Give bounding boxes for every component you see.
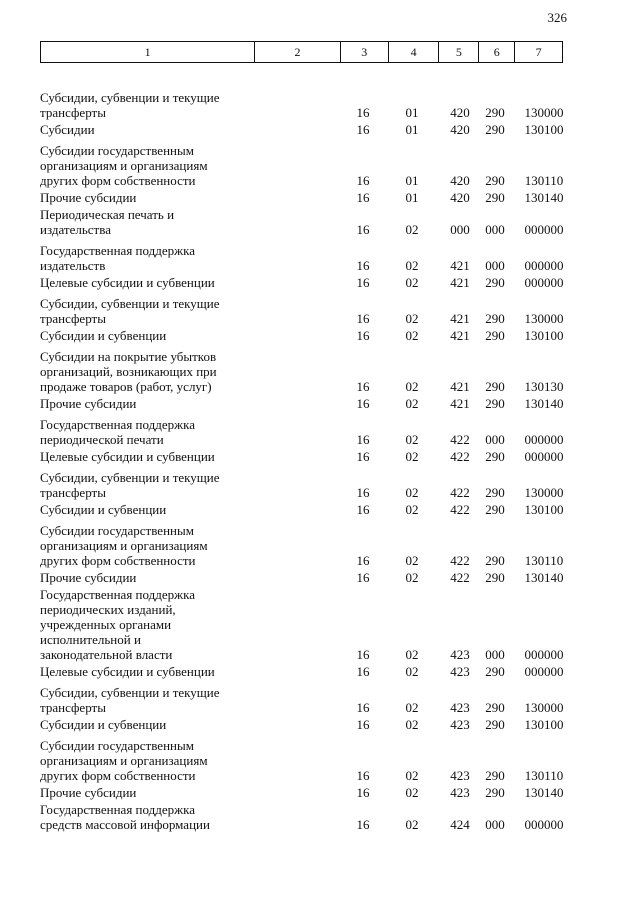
section-code: 16 <box>356 664 370 679</box>
economic-article-code: 130100 <box>524 328 564 343</box>
header-col-5: 5 <box>439 42 479 62</box>
target-article-code: 423 <box>450 700 470 715</box>
table-row <box>40 685 600 715</box>
economic-article-code: 130110 <box>524 173 564 188</box>
row-name: Целевые субсидии и субвенции <box>40 664 215 679</box>
row-name: Прочие субсидии <box>40 396 137 411</box>
row-name: Субсидии на покрытие убытков организаций, возникающих при продаже товаров (работ, услуг) <box>40 349 217 394</box>
expense-type-code: 290 <box>485 502 505 517</box>
section-code: 16 <box>356 502 370 517</box>
subsection-code: 02 <box>405 664 419 679</box>
economic-article-code: 130140 <box>524 785 564 800</box>
row-name: Прочие субсидии <box>40 570 137 585</box>
expense-type-code: 290 <box>485 485 505 500</box>
expense-type-code: 290 <box>485 785 505 800</box>
table-row <box>40 349 600 394</box>
expense-type-code: 290 <box>485 396 505 411</box>
table-row <box>40 275 600 290</box>
subsection-code: 02 <box>405 432 419 447</box>
economic-article-code: 000000 <box>524 664 564 679</box>
row-name: Прочие субсидии <box>40 190 137 205</box>
economic-article-code: 000000 <box>524 817 564 832</box>
target-article-code: 422 <box>450 485 470 500</box>
subsection-code: 02 <box>405 647 419 662</box>
economic-article-code: 130000 <box>524 105 564 120</box>
subsection-code: 02 <box>405 768 419 783</box>
row-name: Субсидии и субвенции <box>40 328 167 343</box>
row-name: Субсидии государственным организациям и организациям других форм собственности <box>40 143 208 188</box>
subsection-code: 02 <box>405 570 419 585</box>
economic-article-code: 000000 <box>524 432 564 447</box>
target-article-code: 422 <box>450 502 470 517</box>
table-row <box>40 143 600 188</box>
page-number: 326 <box>547 10 567 25</box>
expense-type-code: 290 <box>485 570 505 585</box>
economic-article-code: 000000 <box>524 275 564 290</box>
expense-type-code: 290 <box>485 173 505 188</box>
economic-article-code: 130100 <box>524 502 564 517</box>
subsection-code: 02 <box>405 485 419 500</box>
section-code: 16 <box>356 311 370 326</box>
row-name: Субсидии <box>40 122 95 137</box>
table-row <box>40 587 600 662</box>
table-row <box>40 802 600 832</box>
target-article-code: 421 <box>450 328 470 343</box>
section-code: 16 <box>356 258 370 273</box>
economic-article-code: 130000 <box>524 485 564 500</box>
target-article-code: 423 <box>450 768 470 783</box>
target-article-code: 422 <box>450 432 470 447</box>
economic-article-code: 130000 <box>524 311 564 326</box>
table-row <box>40 570 600 585</box>
section-code: 16 <box>356 190 370 205</box>
row-name: Государственная поддержка периодической печати <box>40 417 196 447</box>
section-code: 16 <box>356 768 370 783</box>
target-article-code: 422 <box>450 553 470 568</box>
expense-type-code: 290 <box>485 700 505 715</box>
row-name: Целевые субсидии и субвенции <box>40 275 215 290</box>
table-row <box>40 296 600 326</box>
row-name: Субсидии, субвенции и текущие трансферты <box>40 296 220 326</box>
table-row <box>40 502 600 517</box>
subsection-code: 02 <box>405 449 419 464</box>
expense-type-code: 290 <box>485 190 505 205</box>
row-name: Периодическая печать и издательства <box>40 207 175 237</box>
row-name: Государственная поддержка средств массовой информации <box>40 802 210 832</box>
subsection-code: 01 <box>405 122 419 137</box>
section-code: 16 <box>356 396 370 411</box>
row-name: Целевые субсидии и субвенции <box>40 449 215 464</box>
section-code: 16 <box>356 449 370 464</box>
subsection-code: 02 <box>405 817 419 832</box>
section-code: 16 <box>356 817 370 832</box>
section-code: 16 <box>356 700 370 715</box>
target-article-code: 422 <box>450 570 470 585</box>
header-col-7: 7 <box>535 45 542 59</box>
table-row <box>40 785 600 800</box>
expense-type-code: 000 <box>485 432 505 447</box>
row-name: Субсидии и субвенции <box>40 502 167 517</box>
section-code: 16 <box>356 328 370 343</box>
table-row <box>40 190 600 205</box>
table-header <box>40 41 563 63</box>
expense-type-code: 290 <box>485 717 505 732</box>
section-code: 16 <box>356 647 370 662</box>
economic-article-code: 130100 <box>524 122 564 137</box>
subsection-code: 02 <box>405 396 419 411</box>
row-name: Субсидии и субвенции <box>40 717 167 732</box>
table-row <box>40 122 600 137</box>
expense-type-code: 290 <box>485 311 505 326</box>
subsection-code: 02 <box>405 379 419 394</box>
subsection-code: 02 <box>405 275 419 290</box>
row-name: Субсидии, субвенции и текущие трансферты <box>40 685 220 715</box>
economic-article-code: 000000 <box>524 647 564 662</box>
row-name: Государственная поддержка издательств <box>40 243 196 273</box>
expense-type-code: 290 <box>485 664 505 679</box>
expense-type-code: 000 <box>485 258 505 273</box>
economic-article-code: 000000 <box>524 222 564 237</box>
header-col-4: 4 <box>389 42 440 62</box>
expense-type-code: 290 <box>485 553 505 568</box>
row-name: Субсидии, субвенции и текущие трансферты <box>40 90 220 120</box>
target-article-code: 421 <box>450 396 470 411</box>
row-name: Субсидии государственным организациям и организациям других форм собственности <box>40 523 208 568</box>
header-col-3: 3 <box>341 42 389 62</box>
target-article-code: 423 <box>450 664 470 679</box>
economic-article-code: 130100 <box>524 717 564 732</box>
target-article-code: 420 <box>450 173 470 188</box>
target-article-code: 421 <box>450 275 470 290</box>
section-code: 16 <box>356 105 370 120</box>
expense-type-code: 000 <box>485 647 505 662</box>
expense-type-code: 290 <box>485 328 505 343</box>
economic-article-code: 130110 <box>524 553 564 568</box>
target-article-code: 423 <box>450 785 470 800</box>
economic-article-code: 000000 <box>524 449 564 464</box>
subsection-code: 02 <box>405 328 419 343</box>
subsection-code: 02 <box>405 222 419 237</box>
target-article-code: 420 <box>450 122 470 137</box>
target-article-code: 000 <box>450 222 470 237</box>
expense-type-code: 290 <box>485 379 505 394</box>
economic-article-code: 130140 <box>524 396 564 411</box>
header-col-6: 6 <box>479 42 515 62</box>
economic-article-code: 130140 <box>524 570 564 585</box>
target-article-code: 421 <box>450 258 470 273</box>
row-name: Субсидии, субвенции и текущие трансферты <box>40 470 220 500</box>
table-row <box>40 523 600 568</box>
section-code: 16 <box>356 485 370 500</box>
row-name: Государственная поддержка периодических изданий, учрежденных органами исполнительной и законодательной власти <box>40 587 196 662</box>
table-row <box>40 717 600 732</box>
table-row <box>40 738 600 783</box>
subsection-code: 02 <box>405 553 419 568</box>
table-body <box>40 90 600 834</box>
expense-type-code: 290 <box>485 449 505 464</box>
table-row <box>40 470 600 500</box>
subsection-code: 02 <box>405 785 419 800</box>
section-code: 16 <box>356 173 370 188</box>
target-article-code: 420 <box>450 105 470 120</box>
table-row <box>40 243 600 273</box>
subsection-code: 01 <box>405 173 419 188</box>
section-code: 16 <box>356 432 370 447</box>
section-code: 16 <box>356 570 370 585</box>
expense-type-code: 000 <box>485 817 505 832</box>
row-name: Прочие субсидии <box>40 785 137 800</box>
section-code: 16 <box>356 222 370 237</box>
subsection-code: 02 <box>405 717 419 732</box>
table-row <box>40 664 600 679</box>
table-row <box>40 396 600 411</box>
economic-article-code: 000000 <box>524 258 564 273</box>
target-article-code: 423 <box>450 647 470 662</box>
economic-article-code: 130110 <box>524 768 564 783</box>
expense-type-code: 000 <box>485 222 505 237</box>
target-article-code: 424 <box>450 817 470 832</box>
expense-type-code: 290 <box>485 105 505 120</box>
section-code: 16 <box>356 122 370 137</box>
expense-type-code: 290 <box>485 275 505 290</box>
section-code: 16 <box>356 717 370 732</box>
target-article-code: 421 <box>450 311 470 326</box>
economic-article-code: 130140 <box>524 190 564 205</box>
economic-article-code: 130000 <box>524 700 564 715</box>
target-article-code: 420 <box>450 190 470 205</box>
table-row <box>40 207 600 237</box>
header-col-1: 1 <box>41 42 255 62</box>
subsection-code: 02 <box>405 311 419 326</box>
target-article-code: 422 <box>450 449 470 464</box>
row-name: Субсидии государственным организациям и организациям других форм собственности <box>40 738 208 783</box>
header-col-2: 2 <box>255 42 341 62</box>
subsection-code: 01 <box>405 105 419 120</box>
section-code: 16 <box>356 553 370 568</box>
subsection-code: 02 <box>405 258 419 273</box>
expense-type-code: 290 <box>485 122 505 137</box>
target-article-code: 421 <box>450 379 470 394</box>
table-row <box>40 328 600 343</box>
section-code: 16 <box>356 785 370 800</box>
subsection-code: 01 <box>405 190 419 205</box>
expense-type-code: 290 <box>485 768 505 783</box>
table-row <box>40 449 600 464</box>
section-code: 16 <box>356 379 370 394</box>
target-article-code: 423 <box>450 717 470 732</box>
subsection-code: 02 <box>405 700 419 715</box>
subsection-code: 02 <box>405 502 419 517</box>
table-row <box>40 90 600 120</box>
economic-article-code: 130130 <box>524 379 564 394</box>
table-row <box>40 417 600 447</box>
section-code: 16 <box>356 275 370 290</box>
